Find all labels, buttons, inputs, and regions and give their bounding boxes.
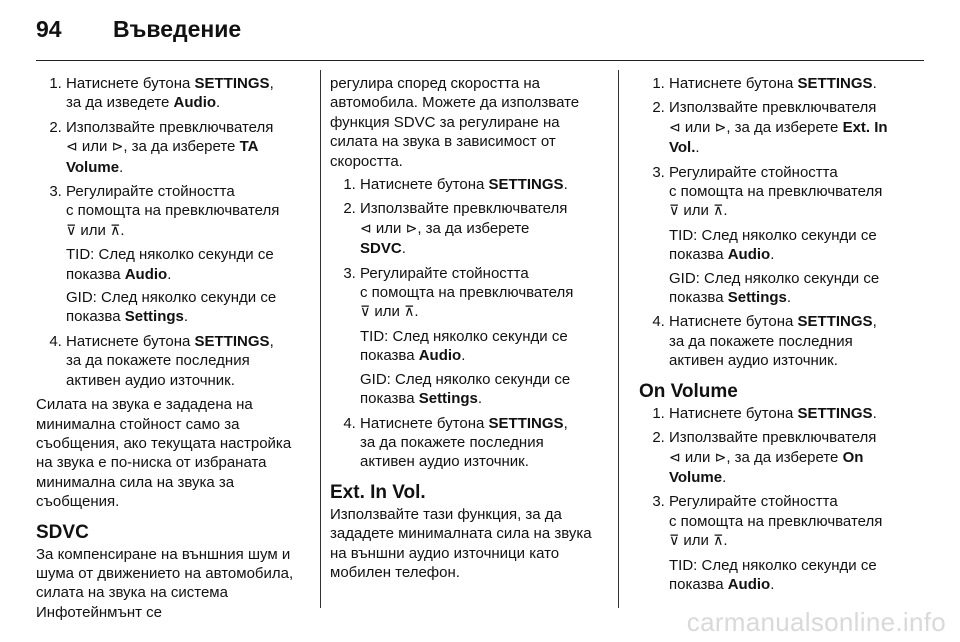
- ext-in-vol-description: Използвайте тази функция, за да зададете минималната сила на звука на външни аудио източници като мобилен телефон.: [330, 505, 592, 581]
- down-arrow-icon: ⊽: [669, 533, 680, 550]
- down-arrow-icon: ⊽: [360, 304, 371, 321]
- up-arrow-icon: ⊼: [404, 304, 415, 321]
- gid-note: GID: След няколко секунди се показва Settings.: [360, 370, 571, 408]
- column-middle: [330, 74, 598, 582]
- list-item: 4. Натиснете бутона SETTINGS, за да покажете последния активен аудио източник.: [360, 414, 598, 472]
- list-item: 2. Използвайте превключвателя ⊲ или ⊳, за да изберете Ext. In Vol..: [669, 98, 909, 157]
- right-arrow-icon: ⊳: [111, 139, 124, 156]
- list-item: 4. Натиснете бутона SETTINGS, за да покажете последния активен аудио източник.: [66, 332, 298, 390]
- list-item: 4. Натиснете бутона SETTINGS, за да покажете последния активен аудио източник.: [669, 312, 909, 370]
- sdvc-description: За компенсиране на външния шум и шума от движението на автомобила, силата на звука на система Инфотейнмънт се: [36, 545, 294, 621]
- ta-volume-note: Силата на звука е зададена на минимална стойност само за съобщения, ако текущата настройка на звука е по-ниска от избраната минимална сила на звука за съобщения.: [36, 396, 292, 511]
- column-divider: [618, 70, 619, 608]
- left-arrow-icon: ⊲: [360, 220, 372, 237]
- tid-note: TID: След няколко секунди се показва Audio.: [669, 226, 877, 264]
- ext-in-vol-steps: [639, 74, 909, 371]
- column-right: [639, 74, 909, 599]
- gid-note: GID: След няколко секунди се показва Settings.: [669, 269, 880, 307]
- ext-in-vol-heading: Ext. In Vol.: [330, 481, 426, 503]
- list-item: 2. Използвайте превключвателя ⊲ или ⊳, за да изберете SDVC.: [360, 199, 598, 258]
- list-item: 1. Натиснете бутона SETTINGS.: [360, 175, 598, 194]
- sdvc-description-cont: регулира според скоростта на автомобила. Можете да използвате функция SDVC за регулиране на силата на звука в зависимост от скоростта.: [330, 75, 580, 170]
- page-header: [0, 0, 960, 64]
- down-arrow-icon: ⊽: [66, 222, 77, 239]
- column-divider: [320, 70, 321, 608]
- on-volume-heading: On Volume: [639, 380, 738, 402]
- tid-note: TID: След няколко секунди се показва Audio.: [360, 327, 568, 365]
- list-item: 3. Регулирайте стойността с помощта на превключвателя ⊽ или ⊼. TID: След няколко секунди се показва Audio. GID: След няколко секунди се показва Settings.: [66, 182, 298, 327]
- header-divider: [36, 60, 924, 61]
- list-item: 2. Използвайте превключвателя ⊲ или ⊳, за да изберете TA Volume.: [66, 118, 298, 177]
- list-item: 1. Натиснете бутона SETTINGS.: [669, 404, 909, 423]
- on-volume-steps: [639, 404, 909, 595]
- right-arrow-icon: ⊳: [405, 220, 418, 237]
- left-arrow-icon: ⊲: [669, 119, 681, 136]
- list-item: 3. Регулирайте стойността с помощта на превключвателя ⊽ или ⊼. TID: След няколко секунди се показва Audio.: [669, 492, 909, 594]
- tid-note: TID: След няколко секунди се показва Audio.: [66, 246, 274, 283]
- left-arrow-icon: ⊲: [66, 139, 78, 156]
- ta-volume-steps: [36, 74, 298, 390]
- tid-note: TID: След няколко секунди се показва Audio.: [669, 556, 877, 593]
- sdvc-heading: SDVC: [36, 521, 89, 543]
- chapter-title: Въведение: [113, 16, 242, 42]
- page-number: 94: [36, 16, 62, 42]
- up-arrow-icon: ⊼: [713, 533, 724, 550]
- list-item: 3. Регулирайте стойността с помощта на превключвателя ⊽ или ⊼. TID: След няколко секунди се показва Audio. GID: След няколко секунди се показва Settings.: [669, 163, 909, 308]
- list-item: 2. Използвайте превключвателя ⊲ или ⊳, за да изберете On Volume.: [669, 428, 909, 487]
- gid-note: GID: След няколко секунди се показва Settings.: [66, 289, 277, 326]
- right-arrow-icon: ⊳: [714, 119, 727, 136]
- left-arrow-icon: ⊲: [669, 449, 681, 466]
- column-left: [36, 74, 298, 622]
- up-arrow-icon: ⊼: [110, 222, 121, 239]
- right-arrow-icon: ⊳: [714, 449, 727, 466]
- list-item: 1. Натиснете бутона SETTINGS, за да изведете Audio.: [66, 74, 298, 113]
- watermark-text: carmanualsonline.info: [686, 607, 946, 637]
- list-item: 1. Натиснете бутона SETTINGS.: [669, 74, 909, 93]
- down-arrow-icon: ⊽: [669, 203, 680, 220]
- list-item: 3. Регулирайте стойността с помощта на превключвателя ⊽ или ⊼. TID: След няколко секунди се показва Audio. GID: След няколко секунди се показва Settings.: [360, 264, 598, 409]
- sdvc-steps: [330, 175, 598, 472]
- up-arrow-icon: ⊼: [713, 203, 724, 220]
